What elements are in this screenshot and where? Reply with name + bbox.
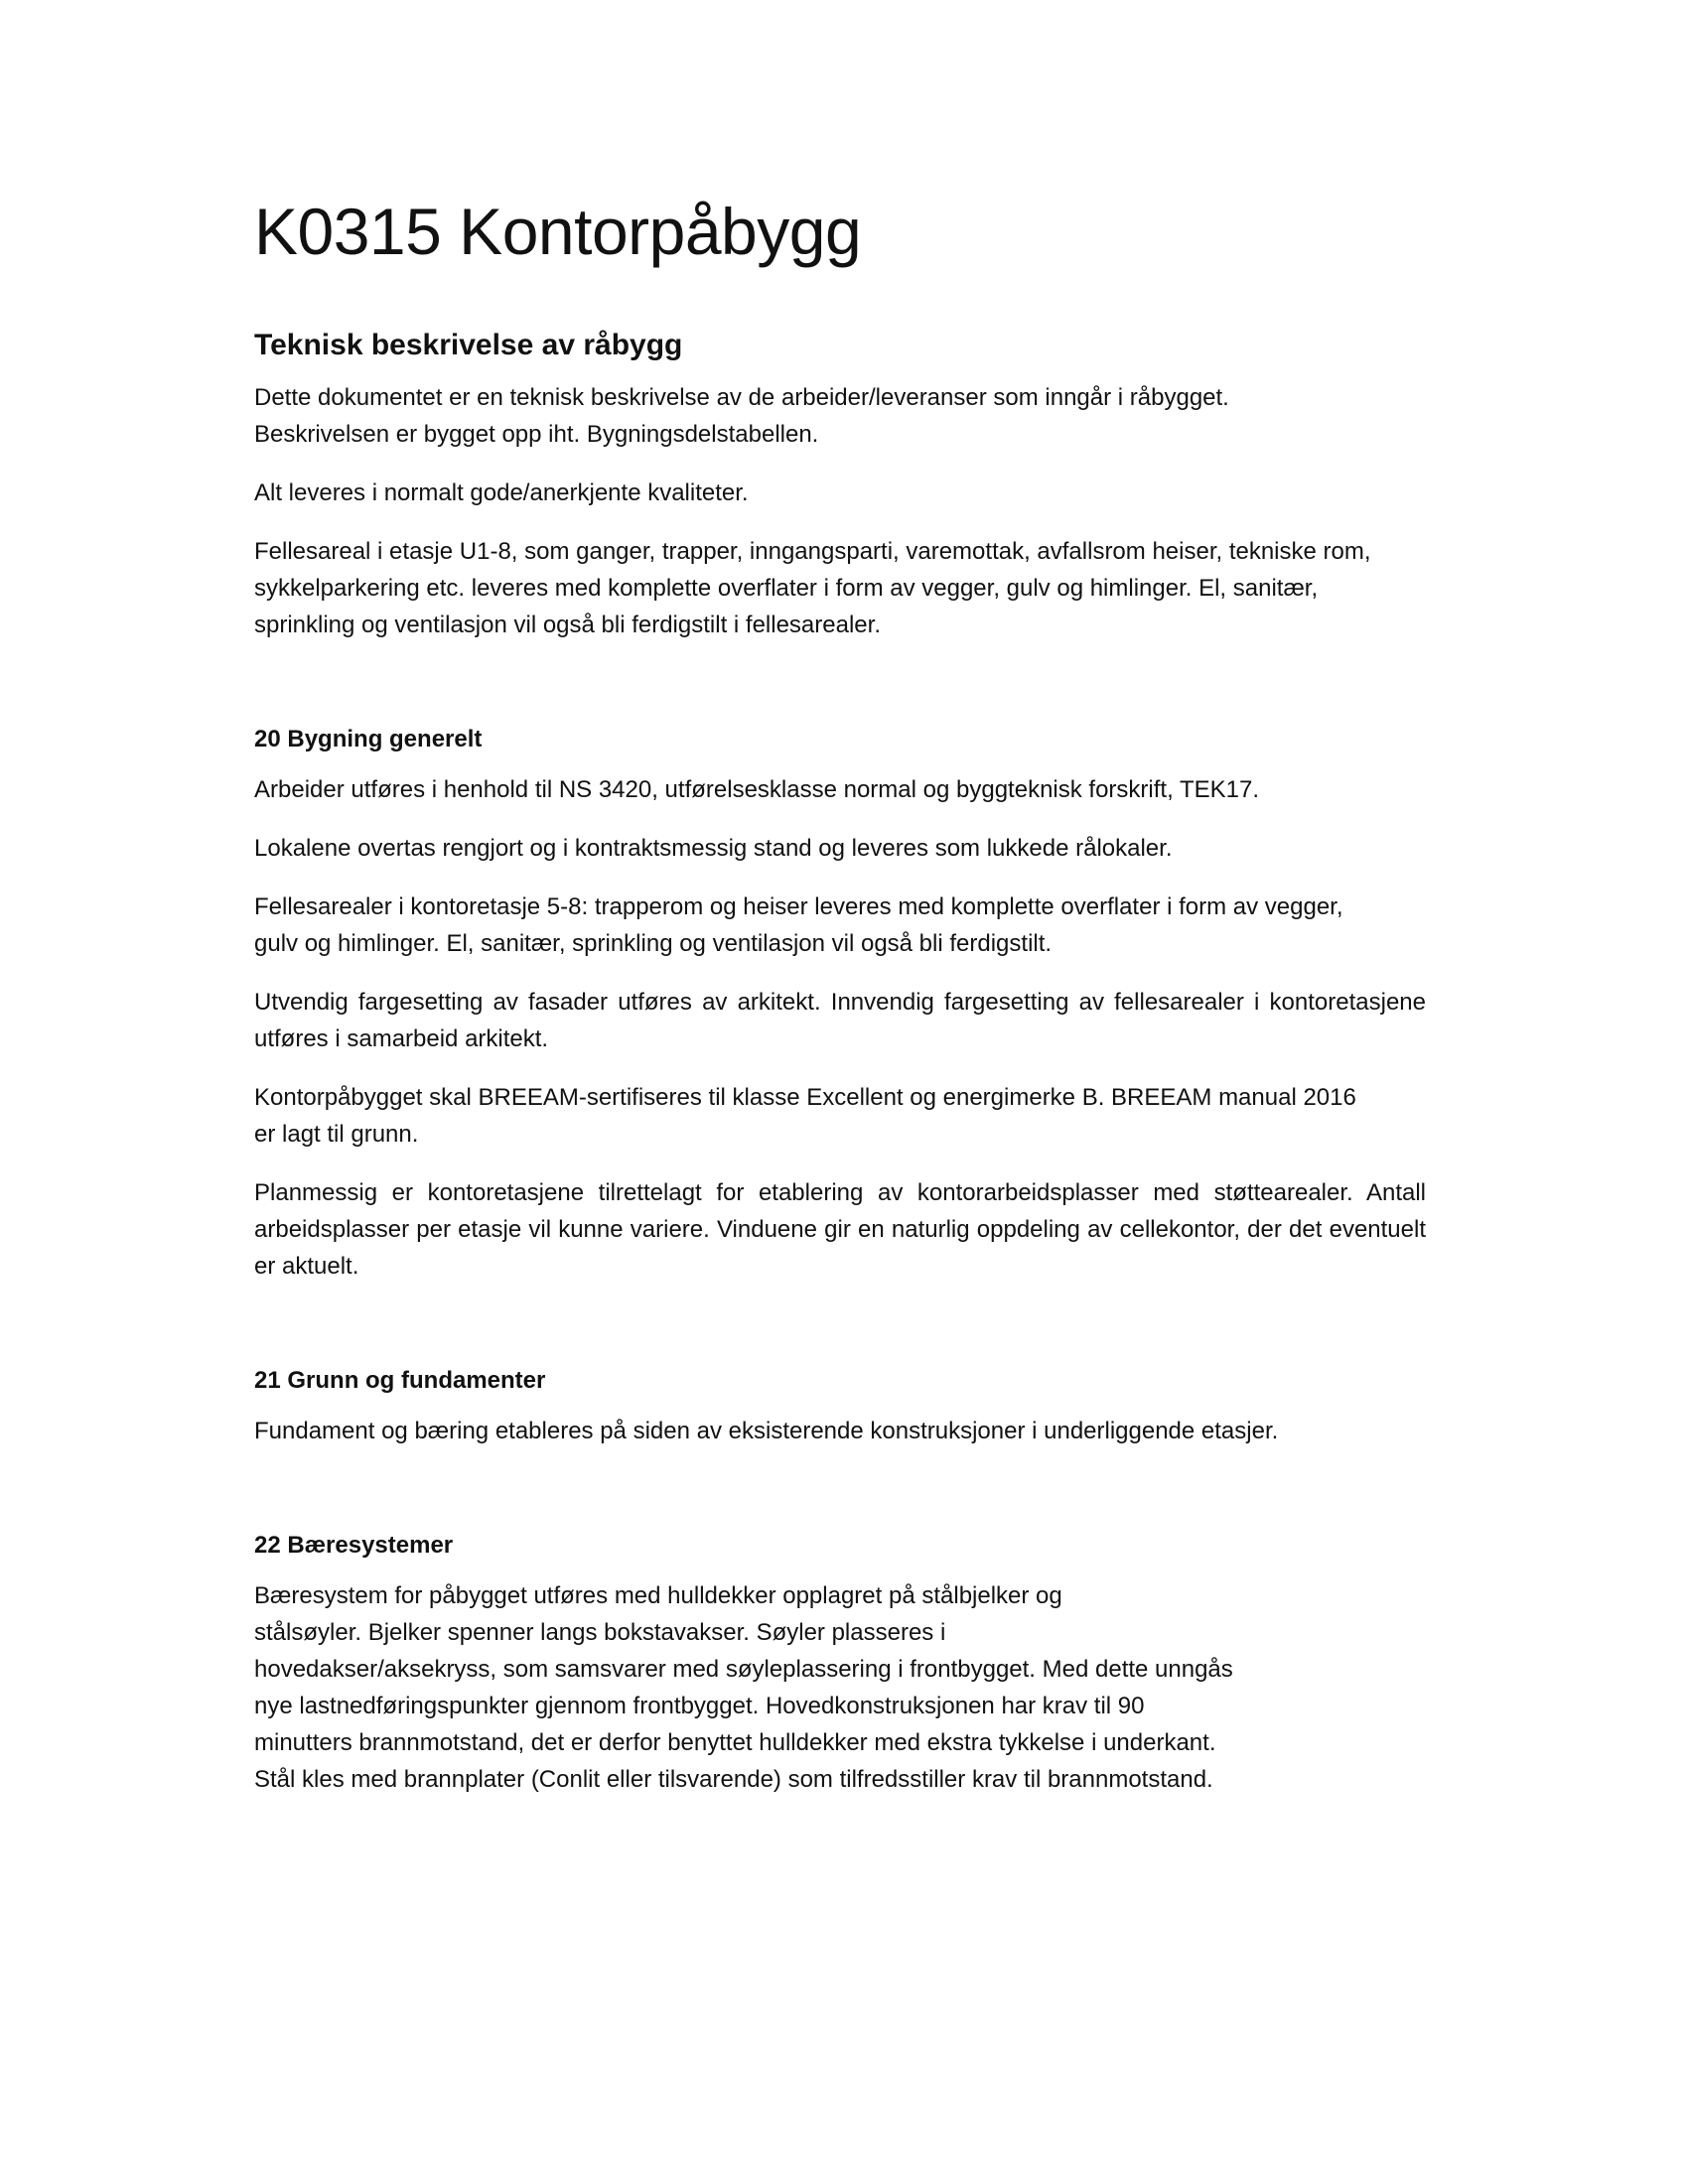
section21-paragraph-1: Fundament og bæring etableres på siden av eksisterende konstruksjoner i underliggende etasjer. bbox=[254, 1418, 1279, 1444]
section22-line-4: nye lastnedføringspunkter gjennom frontbygget. Hovedkonstruksjonen har krav til 90 bbox=[254, 1693, 1145, 1719]
document-page bbox=[254, 189, 1426, 1798]
section22-line-5: minutters brannmotstand, det er derfor benyttet hulldekker med ekstra tykkelse i underkant. bbox=[254, 1729, 1216, 1756]
section20-paragraph-3: Fellesarealer i kontoretasje 5-8: trapperom og heiser leveres med komplette overflater i form av vegger, gulv og himlinger. El, sanitær, sprinkling og ventilasjon vil også bli ferdigstilt. bbox=[254, 893, 1343, 957]
section20-paragraph-1: Arbeider utføres i henhold til NS 3420, utførelsesklasse normal og byggteknisk forskrift, TEK17. bbox=[254, 776, 1260, 803]
intro-paragraph-3: Fellesareal i etasje U1-8, som ganger, trapper, inngangsparti, varemottak, avfallsrom heiser, tekniske rom, sykkelparkering etc. leveres med komplette overflater i form av vegger, gulv og himlinger. El, sanitær, sprinkling og ventilasjon vil også bli ferdigstilt i fellesarealer. bbox=[254, 538, 1371, 638]
section20-paragraph-5: Kontorpåbygget skal BREEAM-sertifiseres til klasse Excellent og energimerke B. BREEAM manual 2016 er lagt til grunn. bbox=[254, 1084, 1356, 1148]
intro-paragraph-1: Dette dokumentet er en teknisk beskrivelse av de arbeider/leveranser som inngår i råbygget. Beskrivelsen er bygget opp iht. Bygningsdelstabellen. bbox=[254, 384, 1229, 448]
section-heading-21: 21 Grunn og fundamenter bbox=[254, 1367, 546, 1394]
section22-line-6: Stål kles med brannplater (Conlit eller tilsvarende) som tilfredsstiller krav til brannmotstand. bbox=[254, 1766, 1213, 1793]
section20-paragraph-2: Lokalene overtas rengjort og i kontraktsmessig stand og leveres som lukkede rålokaler. bbox=[254, 835, 1173, 862]
section-heading-22: 22 Bæresystemer bbox=[254, 1532, 454, 1559]
section22-line-3: hovedakser/aksekryss, som samsvarer med søyleplassering i frontbygget. Med dette unngås bbox=[254, 1656, 1233, 1683]
section22-line-2: stålsøyler. Bjelker spenner langs bokstavakser. Søyler plasseres i bbox=[254, 1619, 946, 1646]
document-subtitle: Teknisk beskrivelse av råbygg bbox=[254, 329, 683, 361]
section22-line-1: Bæresystem for påbygget utføres med hulldekker opplagret på stålbjelker og bbox=[254, 1582, 1062, 1609]
intro-paragraph-2: Alt leveres i normalt gode/anerkjente kvaliteter. bbox=[254, 479, 749, 506]
section20-paragraph-4: Utvendig fargesetting av fasader utføres av arkitekt. Innvendig fargesetting av fellesarealer i kontoretasjene utføres i samarbeid arkitekt. bbox=[254, 989, 1426, 1052]
section-heading-20: 20 Bygning generelt bbox=[254, 726, 483, 752]
document-title: K0315 Kontorpåbygg bbox=[254, 195, 862, 268]
section22-paragraph bbox=[254, 1577, 1426, 1798]
section20-paragraph-6: Planmessig er kontoretasjene tilrettelagt for etablering av kontorarbeidsplasser med støttearealer. Antall arbeidsplasser per etasje vil kunne variere. Vinduene gir en naturlig oppdeling av cellekontor, der det eventuelt er aktuelt. bbox=[254, 1179, 1426, 1280]
